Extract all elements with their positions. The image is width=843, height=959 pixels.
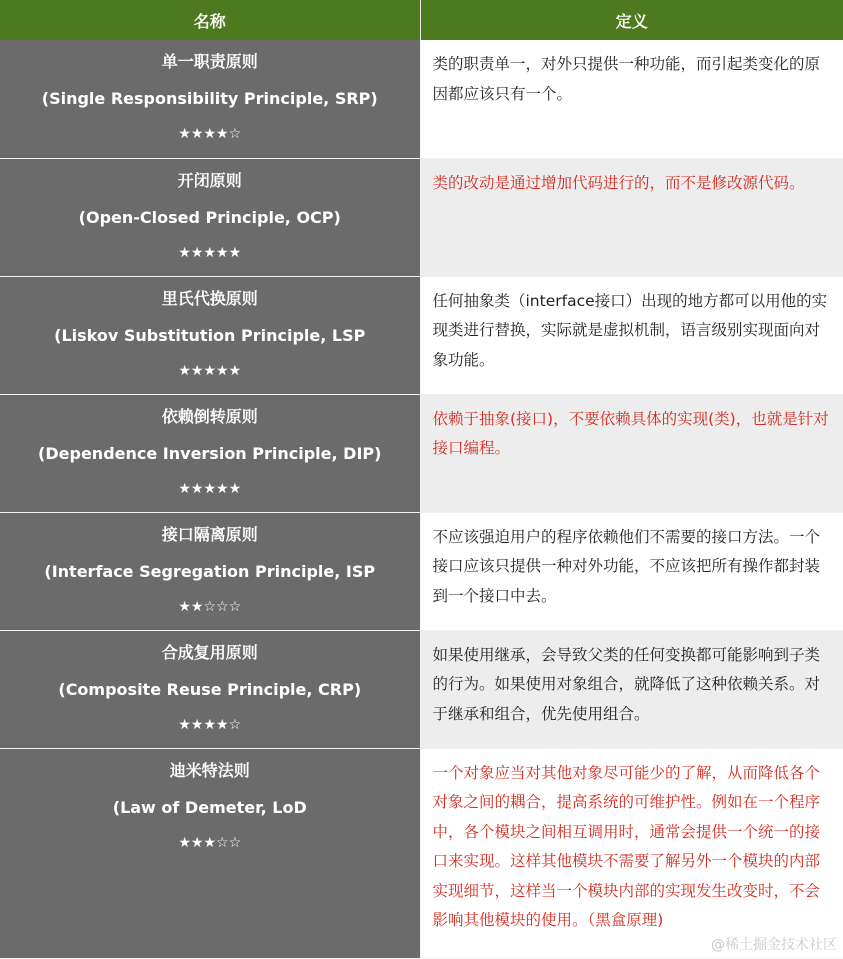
principle-name-cell: [0, 630, 420, 748]
principle-name-cell: [0, 276, 420, 394]
principle-definition: 不应该强迫用户的程序依赖他们不需要的接口方法。一个接口应该只提供一种对外功能，不应该把所有操作都封装到一个接口中去。: [420, 512, 843, 630]
star-rating: ★★★★★: [178, 480, 242, 497]
principle-name-cn: 里氏代换原则: [161, 288, 258, 308]
principle-definition: 任何抽象类（interface接口）出现的地方都可以用他的实现类进行替换，实际就是虚拟机制，语言级别实现面向对象功能。: [420, 276, 843, 394]
principle-name-cn: 合成复用原则: [161, 642, 258, 662]
principle-name-en: (Composite Reuse Principle, CRP): [58, 679, 362, 699]
principle-name-cell: [0, 158, 420, 276]
header-definition: 定义: [420, 0, 843, 40]
principle-name-cn: 单一职责原则: [161, 52, 258, 71]
principle-name-en: (Law of Demeter, LoD: [112, 797, 307, 817]
star-rating: ★★★★☆: [178, 126, 242, 142]
watermark: @稀土掘金技术社区: [711, 937, 837, 953]
table-row: [0, 276, 843, 394]
table-row: [0, 748, 843, 958]
principle-definition: 类的职责单一，对外只提供一种功能，而引起类变化的原因都应该只有一个。: [420, 40, 843, 158]
principle-definition: 类的改动是通过增加代码进行的，而不是修改源代码。: [420, 158, 843, 276]
table-row: [0, 630, 843, 748]
table-row: [0, 158, 843, 276]
star-rating: ★★★★★: [178, 244, 242, 261]
principle-name-en: (Interface Segregation Principle, ISP: [44, 561, 376, 581]
principle-name-cn: 开闭原则: [177, 170, 242, 190]
table-row: [0, 394, 843, 512]
principle-name-cn: 依赖倒转原则: [161, 406, 258, 426]
principle-name-cn: 接口隔离原则: [161, 524, 258, 544]
table-row: [0, 512, 843, 630]
star-rating: ★★☆☆☆: [178, 598, 242, 615]
principle-definition: 依赖于抽象(接口)，不要依赖具体的实现(类)，也就是针对接口编程。: [420, 394, 843, 512]
principle-name-cell: [0, 748, 420, 958]
table-row: [0, 40, 843, 158]
principle-name-en: (Single Responsibility Principle, SRP): [41, 89, 378, 108]
header-name: 名称: [0, 0, 420, 40]
principle-definition: 一个对象应当对其他对象尽可能少的了解，从而降低各个对象之间的耦合，提高系统的可维护性。例如在一个程序中，各个模块之间相互调用时，通常会提供一个统一的接口来实现。这样其他模块不需要了解另外一个模块的内部实现细节，这样当一个模块内部的实现发生改变时，不会影响其他模块的使用。（黑盒原理): [420, 748, 843, 958]
star-rating: ★★★☆☆: [178, 834, 242, 851]
principle-name-cell: [0, 512, 420, 630]
star-rating: ★★★★★: [178, 362, 242, 379]
principle-name-cell: [0, 394, 420, 512]
principle-definition: 如果使用继承，会导致父类的任何变换都可能影响到子类的行为。如果使用对象组合，就降低了这种依赖关系。对于继承和组合，优先使用组合。: [420, 630, 843, 748]
principle-name-cn: 迪米特法则: [169, 760, 250, 780]
principle-name-en: (Open-Closed Principle, OCP): [78, 207, 341, 227]
principle-name-en: (Liskov Substitution Principle, LSP: [54, 325, 366, 345]
star-rating: ★★★★☆: [178, 716, 242, 733]
table-header: [0, 0, 843, 40]
principle-name-cell: [0, 40, 420, 158]
principle-name-en: (Dependence Inversion Principle, DIP): [38, 443, 382, 463]
